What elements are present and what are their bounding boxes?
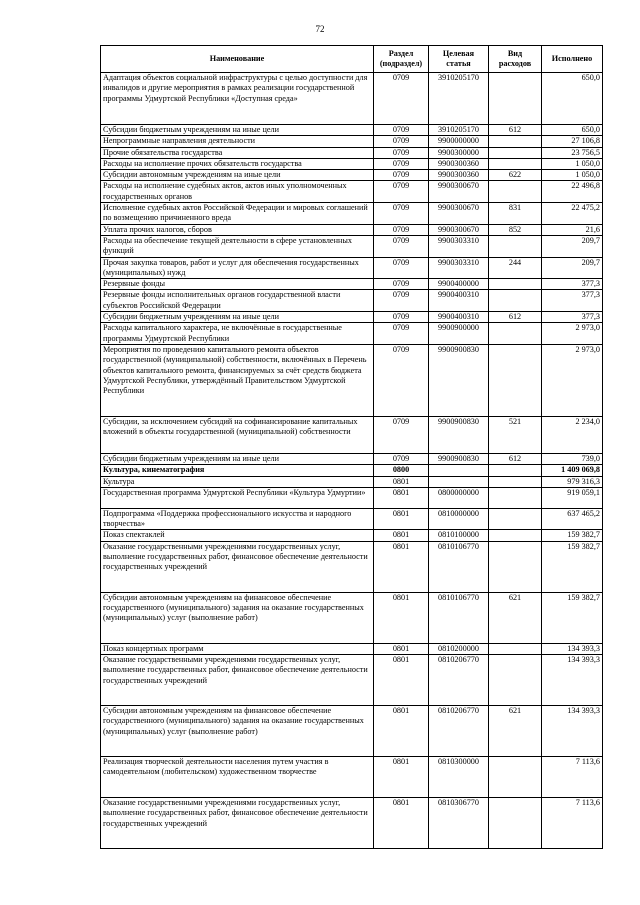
- cell-name: Оказание государственными учреждениями государственных услуг, выполнение государственных работ, финансовое обеспечение деятельности государственных учреждений: [101, 541, 374, 592]
- cell-name: Реализация творческой деятельности населения путем участия в самодеятельном (любительском) художественном творчестве: [101, 757, 374, 798]
- cell-vr: [489, 541, 542, 592]
- cell-amount: 739,0: [542, 453, 603, 464]
- cell-name: Субсидии бюджетным учреждениям на иные цели: [101, 453, 374, 464]
- cell-amount: 919 059,1: [542, 487, 603, 508]
- cell-amount: 134 393,3: [542, 643, 603, 654]
- cell-vr: [489, 344, 542, 416]
- table-row: [101, 487, 603, 508]
- cell-vr: [489, 279, 542, 290]
- cell-section: 0801: [374, 487, 429, 508]
- cell-vr: [489, 757, 542, 798]
- cell-amount: 1 050,0: [542, 170, 603, 181]
- table-row: [101, 312, 603, 323]
- cell-section: 0800: [374, 465, 429, 476]
- table-row: [101, 706, 603, 757]
- cell-target: 9900400310: [429, 290, 489, 312]
- cell-section: 0709: [374, 147, 429, 158]
- cell-section: 0801: [374, 798, 429, 849]
- cell-section: 0709: [374, 181, 429, 203]
- table-row: [101, 136, 603, 147]
- cell-vr: 621: [489, 706, 542, 757]
- cell-section: 0709: [374, 170, 429, 181]
- cell-name: Резервные фонды исполнительных органов государственной власти субъектов Российской Федерации: [101, 290, 374, 312]
- cell-section: 0801: [374, 643, 429, 654]
- cell-target: 0810106770: [429, 592, 489, 643]
- cell-vr: 612: [489, 312, 542, 323]
- cell-target: 9900400310: [429, 312, 489, 323]
- cell-section: 0709: [374, 158, 429, 169]
- table-row: [101, 158, 603, 169]
- cell-name: Мероприятия по проведению капитального ремонта объектов государственной (муниципальной) собственности, включённых в Перечень объектов капитального ремонта, финансируемых за счёт средств бюджета Удмуртской Республики, утверждённый Правительством Удмуртской Республики: [101, 344, 374, 416]
- header-target: Целевая статья: [429, 46, 489, 73]
- cell-target: 9900300000: [429, 147, 489, 158]
- header-vr: Вид расходов: [489, 46, 542, 73]
- cell-section: 0709: [374, 136, 429, 147]
- cell-amount: 979 316,3: [542, 476, 603, 487]
- cell-name: Расходы на обеспечение текущей деятельности в сфере установленных функций: [101, 235, 374, 257]
- cell-target: 9900300670: [429, 181, 489, 203]
- cell-section: 0709: [374, 257, 429, 279]
- cell-vr: 521: [489, 416, 542, 453]
- cell-target: 9900000000: [429, 136, 489, 147]
- cell-vr: 244: [489, 257, 542, 279]
- cell-vr: 621: [489, 592, 542, 643]
- cell-target: 9900300360: [429, 158, 489, 169]
- cell-vr: [489, 655, 542, 706]
- cell-name: Исполнение судебных актов Российской Федерации и мировых соглашений по возмещению причиненного вреда: [101, 203, 374, 225]
- cell-amount: 377,3: [542, 290, 603, 312]
- cell-amount: 7 113,6: [542, 757, 603, 798]
- cell-amount: 637 465,2: [542, 508, 603, 530]
- cell-amount: 650,0: [542, 125, 603, 136]
- cell-vr: [489, 487, 542, 508]
- cell-section: 0709: [374, 203, 429, 225]
- table-row: [101, 344, 603, 416]
- cell-amount: 159 382,7: [542, 530, 603, 541]
- cell-target: 9900300670: [429, 224, 489, 235]
- page-number: 72: [315, 24, 325, 34]
- cell-vr: 831: [489, 203, 542, 225]
- cell-amount: 377,3: [542, 279, 603, 290]
- cell-amount: 209,7: [542, 257, 603, 279]
- cell-name: Субсидии автономным учреждениям на финансовое обеспечение государственного (муниципального) задания на оказание государственных (муниципальных) услуг (выполнение работ): [101, 592, 374, 643]
- cell-target: 0810200000: [429, 643, 489, 654]
- table-row: [101, 147, 603, 158]
- cell-section: 0801: [374, 541, 429, 592]
- cell-target: 0810100000: [429, 530, 489, 541]
- cell-target: 9900303310: [429, 235, 489, 257]
- header-section: Раздел (подраздел): [374, 46, 429, 73]
- cell-name: Культура, кинематография: [101, 465, 374, 476]
- cell-vr: 622: [489, 170, 542, 181]
- cell-vr: [489, 530, 542, 541]
- cell-section: 0801: [374, 476, 429, 487]
- table-row: [101, 170, 603, 181]
- cell-target: 9900900830: [429, 344, 489, 416]
- cell-amount: 2 234,0: [542, 416, 603, 453]
- cell-section: 0801: [374, 757, 429, 798]
- cell-target: 0810206770: [429, 655, 489, 706]
- cell-vr: 852: [489, 224, 542, 235]
- cell-vr: [489, 73, 542, 125]
- cell-name: Государственная программа Удмуртской Республики «Культура Удмуртии»: [101, 487, 374, 508]
- table-row: [101, 530, 603, 541]
- cell-vr: 612: [489, 453, 542, 464]
- cell-name: Адаптация объектов социальной инфраструктуры с целью доступности для инвалидов и другие мероприятия в рамках реализации государственной программы Удмуртской Республики «Доступная среда»: [101, 73, 374, 125]
- cell-vr: [489, 136, 542, 147]
- cell-amount: 7 113,6: [542, 798, 603, 849]
- cell-section: 0709: [374, 279, 429, 290]
- cell-amount: 209,7: [542, 235, 603, 257]
- cell-section: 0709: [374, 312, 429, 323]
- cell-section: 0801: [374, 592, 429, 643]
- cell-target: 9900300670: [429, 203, 489, 225]
- cell-vr: [489, 147, 542, 158]
- cell-name: Показ спектаклей: [101, 530, 374, 541]
- cell-target: 9900400000: [429, 279, 489, 290]
- cell-amount: 1 050,0: [542, 158, 603, 169]
- cell-vr: [489, 643, 542, 654]
- cell-section: 0801: [374, 655, 429, 706]
- cell-target: [429, 465, 489, 476]
- cell-amount: 2 973,0: [542, 323, 603, 345]
- cell-section: 0709: [374, 290, 429, 312]
- cell-amount: 134 393,3: [542, 706, 603, 757]
- cell-amount: 27 106,8: [542, 136, 603, 147]
- table-row: [101, 465, 603, 476]
- cell-target: 9900900830: [429, 416, 489, 453]
- table-row: [101, 453, 603, 464]
- table-row: [101, 643, 603, 654]
- cell-amount: 159 382,7: [542, 592, 603, 643]
- table-row: [101, 757, 603, 798]
- table-row: [101, 181, 603, 203]
- table-row: [101, 476, 603, 487]
- cell-name: Оказание государственными учреждениями государственных услуг, выполнение государственных работ, финансовое обеспечение деятельности государственных учреждений: [101, 655, 374, 706]
- table-row: [101, 416, 603, 453]
- cell-name: Подпрограмма «Поддержка профессионального искусства и народного творчества»: [101, 508, 374, 530]
- cell-amount: 23 756,5: [542, 147, 603, 158]
- cell-vr: [489, 181, 542, 203]
- cell-name: Субсидии автономным учреждениям на иные цели: [101, 170, 374, 181]
- cell-target: 3910205170: [429, 73, 489, 125]
- cell-vr: [489, 158, 542, 169]
- cell-name: Расходы на исполнение прочих обязательств государства: [101, 158, 374, 169]
- cell-amount: 21,6: [542, 224, 603, 235]
- cell-name: Резервные фонды: [101, 279, 374, 290]
- header-name: Наименование: [101, 46, 374, 73]
- table-row: [101, 257, 603, 279]
- cell-target: 9900900830: [429, 453, 489, 464]
- cell-amount: 22 475,2: [542, 203, 603, 225]
- cell-target: 0810000000: [429, 508, 489, 530]
- cell-target: 9900300360: [429, 170, 489, 181]
- cell-section: 0709: [374, 416, 429, 453]
- cell-target: 9900303310: [429, 257, 489, 279]
- header-amount: Исполнено: [542, 46, 603, 73]
- cell-name: Субсидии бюджетным учреждениям на иные цели: [101, 125, 374, 136]
- cell-name: Прочие обязательства государства: [101, 147, 374, 158]
- table-row: [101, 73, 603, 125]
- table-row: [101, 655, 603, 706]
- cell-section: 0709: [374, 224, 429, 235]
- cell-amount: 2 973,0: [542, 344, 603, 416]
- table-row: [101, 798, 603, 849]
- cell-section: 0709: [374, 453, 429, 464]
- cell-amount: 22 496,8: [542, 181, 603, 203]
- table-row: [101, 323, 603, 345]
- cell-name: Субсидии бюджетным учреждениям на иные цели: [101, 312, 374, 323]
- table-row: [101, 125, 603, 136]
- cell-name: Расходы капитального характера, не включённые в государственные программы Удмуртской Республики: [101, 323, 374, 345]
- cell-amount: 134 393,3: [542, 655, 603, 706]
- cell-section: 0801: [374, 706, 429, 757]
- cell-section: 0801: [374, 530, 429, 541]
- cell-target: 3910205170: [429, 125, 489, 136]
- cell-target: 0810206770: [429, 706, 489, 757]
- cell-vr: 612: [489, 125, 542, 136]
- cell-target: 0810306770: [429, 798, 489, 849]
- table-row: [101, 224, 603, 235]
- cell-amount: 377,3: [542, 312, 603, 323]
- cell-amount: 1 409 069,8: [542, 465, 603, 476]
- table-header-row: [101, 46, 603, 73]
- cell-section: 0709: [374, 125, 429, 136]
- cell-name: Субсидии автономным учреждениям на финансовое обеспечение государственного (муниципального) задания на оказание государственных (муниципальных) услуг (выполнение работ): [101, 706, 374, 757]
- cell-name: Непрограммные направления деятельности: [101, 136, 374, 147]
- cell-name: Прочая закупка товаров, работ и услуг для обеспечения государственных (муниципальных) нужд: [101, 257, 374, 279]
- cell-name: Расходы на исполнение судебных актов, актов иных уполномоченных государственных органов: [101, 181, 374, 203]
- table-row: [101, 203, 603, 225]
- cell-vr: [489, 798, 542, 849]
- cell-target: 0810300000: [429, 757, 489, 798]
- cell-section: 0709: [374, 344, 429, 416]
- cell-vr: [489, 508, 542, 530]
- cell-vr: [489, 476, 542, 487]
- cell-name: Субсидии, за исключением субсидий на софинансирование капитальных вложений в объекты государственной (муниципальной) собственности: [101, 416, 374, 453]
- table-body: [101, 73, 603, 849]
- cell-name: Показ концертных программ: [101, 643, 374, 654]
- table-row: [101, 290, 603, 312]
- cell-target: 0810106770: [429, 541, 489, 592]
- budget-table: [100, 45, 603, 849]
- cell-name: Оказание государственными учреждениями государственных услуг, выполнение государственных работ, финансовое обеспечение деятельности государственных учреждений: [101, 798, 374, 849]
- cell-section: 0709: [374, 73, 429, 125]
- cell-vr: [489, 465, 542, 476]
- table-row: [101, 508, 603, 530]
- cell-section: 0709: [374, 323, 429, 345]
- cell-vr: [489, 290, 542, 312]
- cell-vr: [489, 323, 542, 345]
- cell-name: Культура: [101, 476, 374, 487]
- table-row: [101, 541, 603, 592]
- cell-target: [429, 476, 489, 487]
- cell-section: 0709: [374, 235, 429, 257]
- table-row: [101, 235, 603, 257]
- cell-amount: 650,0: [542, 73, 603, 125]
- table-row: [101, 279, 603, 290]
- cell-vr: [489, 235, 542, 257]
- cell-target: 9900900000: [429, 323, 489, 345]
- table-row: [101, 592, 603, 643]
- cell-section: 0801: [374, 508, 429, 530]
- cell-name: Уплата прочих налогов, сборов: [101, 224, 374, 235]
- cell-target: 0800000000: [429, 487, 489, 508]
- cell-amount: 159 382,7: [542, 541, 603, 592]
